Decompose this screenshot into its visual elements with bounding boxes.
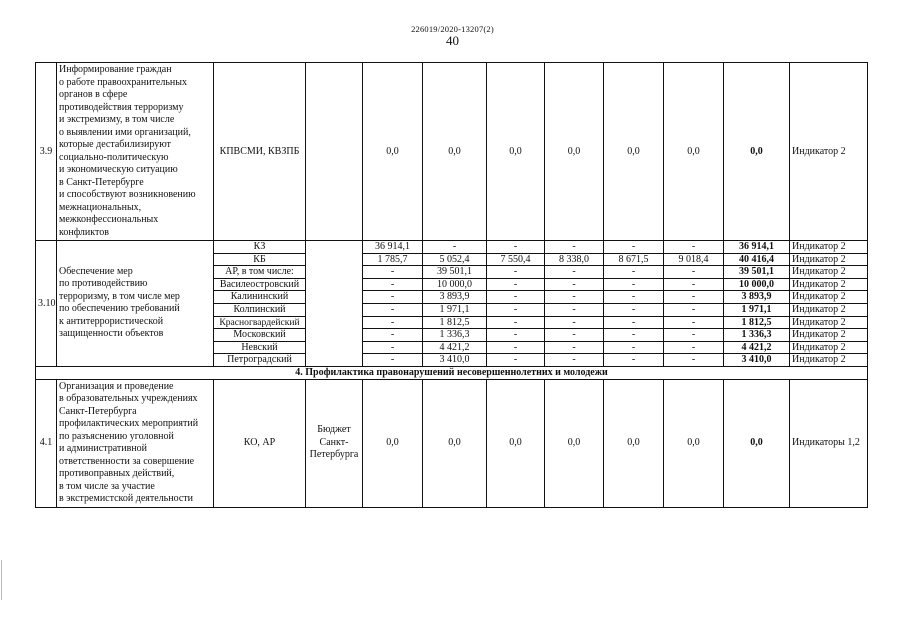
row-number: 3.9 <box>36 63 57 241</box>
total-cell: 3 893,9 <box>724 291 790 304</box>
value-cell: 10 000,0 <box>423 278 487 291</box>
indicator-cell: Индикатор 2 <box>790 341 868 354</box>
value-cell: - <box>363 354 423 367</box>
value-cell: 0,0 <box>423 63 487 241</box>
value-cell: - <box>363 329 423 342</box>
value-cell: 7 550,4 <box>487 253 545 266</box>
indicator-cell: Индикатор 2 <box>790 253 868 266</box>
total-cell: 40 416,4 <box>724 253 790 266</box>
executor-cell: Красногвардейский <box>214 316 306 329</box>
section-title: 4. Профилактика правонарушений несовершеннолетних и молодежи <box>36 366 868 379</box>
section-header-row <box>36 366 868 379</box>
value-cell: - <box>664 241 724 254</box>
indicator-cell: Индикатор 2 <box>790 329 868 342</box>
total-cell: 0,0 <box>724 63 790 241</box>
executor-cell: КО, АР <box>214 379 306 507</box>
value-cell: - <box>604 329 664 342</box>
value-cell: 4 421,2 <box>423 341 487 354</box>
value-cell: - <box>363 266 423 279</box>
executor-cell: Василеостровский <box>214 278 306 291</box>
value-cell: 5 052,4 <box>423 253 487 266</box>
value-cell: - <box>545 278 604 291</box>
total-cell: 1 336,3 <box>724 329 790 342</box>
program-table <box>35 62 868 508</box>
executor-cell: Калининский <box>214 291 306 304</box>
value-cell: - <box>604 291 664 304</box>
value-cell: - <box>363 341 423 354</box>
value-cell: - <box>604 266 664 279</box>
measure-text: Обеспечение мер по противодействию терроризму, в том числе мер по обеспечению требований к антитеррористической защищенности объектов <box>57 241 214 367</box>
value-cell: - <box>545 316 604 329</box>
total-cell: 10 000,0 <box>724 278 790 291</box>
value-cell: - <box>664 354 724 367</box>
value-cell: 0,0 <box>545 379 604 507</box>
indicator-cell: Индикатор 2 <box>790 303 868 316</box>
value-cell: - <box>664 341 724 354</box>
value-cell: - <box>664 291 724 304</box>
value-cell: - <box>487 354 545 367</box>
value-cell: - <box>604 316 664 329</box>
value-cell: 9 018,4 <box>664 253 724 266</box>
value-cell: 1 971,1 <box>423 303 487 316</box>
indicator-cell: Индикатор 2 <box>790 266 868 279</box>
value-cell: 8 671,5 <box>604 253 664 266</box>
measure-text: Информирование граждан о работе правоохранительных органов в сфере противодействия терроризму и экстремизму, в том числе о выявлении ими организаций, которые дестабилизируют социально-политическую и экономическую ситуацию в Санкт-Петербурге и способствуют возникновению межнациональных, межконфессиональных конфликтов <box>57 63 214 241</box>
value-cell: - <box>363 316 423 329</box>
value-cell: 0,0 <box>423 379 487 507</box>
value-cell: - <box>487 329 545 342</box>
value-cell: - <box>545 266 604 279</box>
value-cell: 0,0 <box>363 63 423 241</box>
value-cell: - <box>487 341 545 354</box>
total-cell: 0,0 <box>724 379 790 507</box>
value-cell: - <box>545 291 604 304</box>
document-code: 226019/2020-13207(2) <box>411 24 494 34</box>
value-cell: - <box>545 341 604 354</box>
value-cell: 3 410,0 <box>423 354 487 367</box>
row-number: 4.1 <box>36 379 57 507</box>
value-cell: - <box>604 241 664 254</box>
indicator-cell: Индикатор 2 <box>790 278 868 291</box>
value-cell: 0,0 <box>664 63 724 241</box>
page-number: 40 <box>446 33 459 48</box>
source-cell <box>306 63 363 241</box>
value-cell: 0,0 <box>664 379 724 507</box>
value-cell: - <box>545 241 604 254</box>
value-cell: 1 812,5 <box>423 316 487 329</box>
indicator-cell: Индикатор 2 <box>790 316 868 329</box>
measure-text: Организация и проведение в образовательных учреждениях Санкт-Петербурга профилактических мероприятий по разъяснению уголовной и административной ответственности за совершение противоправных действий, в том числе за участие в экстремистской деятельности <box>57 379 214 507</box>
source-cell: Бюджет Санкт- Петербурга <box>306 379 363 507</box>
value-cell: - <box>604 303 664 316</box>
value-cell: - <box>363 278 423 291</box>
total-cell: 4 421,2 <box>724 341 790 354</box>
table-row <box>36 379 868 507</box>
executor-cell: Петроградский <box>214 354 306 367</box>
value-cell: 0,0 <box>487 63 545 241</box>
value-cell: - <box>604 341 664 354</box>
executor-cell: КПВСМИ, КВЗПБ <box>214 63 306 241</box>
total-cell: 1 812,5 <box>724 316 790 329</box>
value-cell: 1 336,3 <box>423 329 487 342</box>
value-cell: - <box>664 266 724 279</box>
value-cell: - <box>423 241 487 254</box>
executor-cell: АР, в том числе: <box>214 266 306 279</box>
indicator-cell: Индикатор 2 <box>790 241 868 254</box>
total-cell: 1 971,1 <box>724 303 790 316</box>
value-cell: 0,0 <box>604 379 664 507</box>
value-cell: - <box>664 316 724 329</box>
value-cell: 0,0 <box>604 63 664 241</box>
value-cell: - <box>487 266 545 279</box>
value-cell: 0,0 <box>363 379 423 507</box>
value-cell: - <box>545 354 604 367</box>
value-cell: - <box>604 354 664 367</box>
value-cell: 36 914,1 <box>363 241 423 254</box>
value-cell: 0,0 <box>545 63 604 241</box>
total-cell: 3 410,0 <box>724 354 790 367</box>
total-cell: 39 501,1 <box>724 266 790 279</box>
value-cell: 0,0 <box>487 379 545 507</box>
value-cell: 3 893,9 <box>423 291 487 304</box>
value-cell: - <box>487 303 545 316</box>
scan-edge-mark <box>1 560 4 600</box>
indicator-cell: Индикаторы 1,2 <box>790 379 868 507</box>
value-cell: - <box>487 278 545 291</box>
executor-cell: Московский <box>214 329 306 342</box>
executor-cell: Невский <box>214 341 306 354</box>
value-cell: 39 501,1 <box>423 266 487 279</box>
value-cell: 1 785,7 <box>363 253 423 266</box>
value-cell: - <box>487 241 545 254</box>
value-cell: - <box>545 329 604 342</box>
value-cell: - <box>363 291 423 304</box>
table-row <box>36 63 868 241</box>
value-cell: - <box>487 291 545 304</box>
value-cell: - <box>664 329 724 342</box>
value-cell: - <box>604 278 664 291</box>
value-cell: 8 338,0 <box>545 253 604 266</box>
value-cell: - <box>664 303 724 316</box>
value-cell: - <box>664 278 724 291</box>
value-cell: - <box>487 316 545 329</box>
source-cell <box>306 241 363 367</box>
value-cell: - <box>545 303 604 316</box>
executor-cell: КЗ <box>214 241 306 254</box>
executor-cell: Колпинский <box>214 303 306 316</box>
indicator-cell: Индикатор 2 <box>790 63 868 241</box>
value-cell: - <box>363 303 423 316</box>
indicator-cell: Индикатор 2 <box>790 291 868 304</box>
row-number: 3.10 <box>36 241 57 367</box>
total-cell: 36 914,1 <box>724 241 790 254</box>
table-row <box>36 241 868 254</box>
indicator-cell: Индикатор 2 <box>790 354 868 367</box>
executor-cell: КБ <box>214 253 306 266</box>
